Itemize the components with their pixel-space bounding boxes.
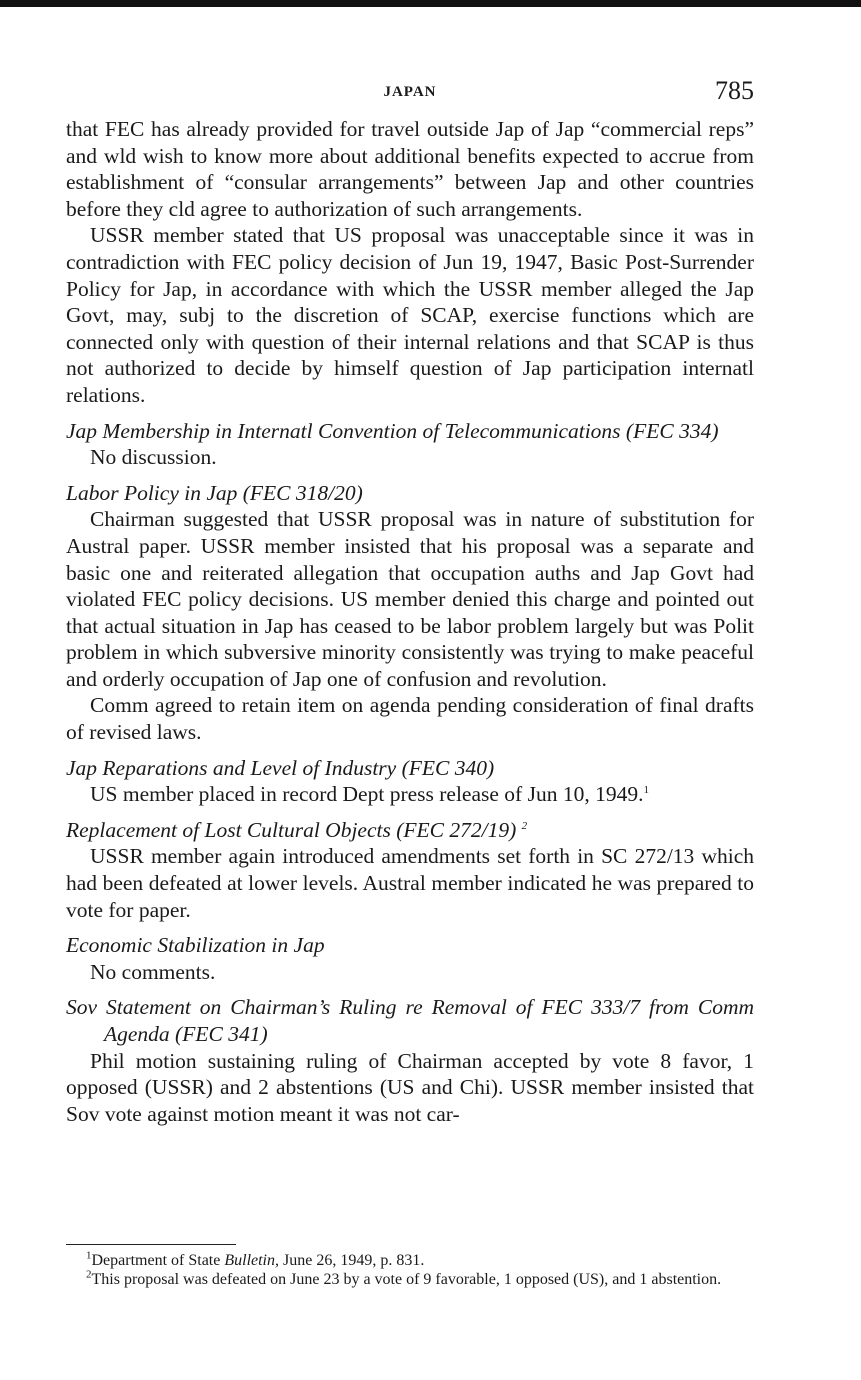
paragraph-no-comments: No comments. [90,959,216,984]
paragraph-ussr-statement: USSR member stated that US proposal was unacceptable since it was in contradiction with FEC policy decision of Jun 19, 1947, Basic Post-Surrender Policy for Jap, in accordance with which the USSR member alleged the Jap Govt, may, subj to the discretion of SCAP, exercise functions which are connected only with question of their internal relations and that SCAP is thus not authorized to decide by himself question of Jap participation internatl relations. [66,223,754,407]
body-text [66,116,754,1127]
press-release-text: US member placed in record Dept press release of Jun 10, 1949. [90,782,644,807]
heading-telecommunications: Jap Membership in Internatl Convention of Telecommunications (FEC 334) [66,418,719,443]
footnote-ref-1: 1 [643,784,649,797]
paragraph-no-discussion: No discussion. [90,445,217,470]
footnote-ref-2: 2 [521,819,528,832]
paragraph-continued: that FEC has already provided for travel outside Jap of Jap “commercial reps” and wld wish to know more about additional benefits expected to accrue from establishment of “consular arrangements” between Jap and other countries before they cld agree to authorization of such arrangements. [66,117,754,221]
footnote-rule [66,1244,236,1245]
heading-cultural-objects [66,817,754,844]
footnote-2: $^2$This proposal was defeated on June 23 by a vote of 9 favorable, 1 opposed (US), and 1 abstention. [86,1268,722,1288]
footnote-1: $^1$Department of State Bulletin, June 26, 1949, p. 831. [86,1249,425,1269]
paragraph-press-release [66,781,754,808]
heading-labor-policy: Labor Policy in Jap (FEC 318/20) [66,480,363,505]
cultural-objects-title: Replacement of Lost Cultural Objects (FEC 272/19) [66,817,517,842]
footnotes [66,1244,754,1289]
paragraph-labor-policy: Chairman suggested that USSR proposal was in nature of substitution for Austral paper. USSR member insisted that his proposal was a separate and basic one and reiterated allegation that occupation auths and Jap Govt had violated FEC policy decisions. US member denied this charge and pointed out that actual situation in Jap has ceased to be labor problem largely but was Polit problem in which subversive minority consistently was trying to make peaceful and orderly occupation of Jap one of confusion and revolution. [66,507,754,691]
running-header [66,76,754,116]
heading-reparations: Jap Reparations and Level of Industry (FEC 340) [66,755,495,780]
running-title: JAPAN [383,84,437,100]
paragraph-agenda: Comm agreed to retain item on agenda pending consideration of final drafts of revised laws. [66,693,754,745]
document-page [66,76,754,1127]
page-number: 785 [715,76,754,105]
paragraph-phil-motion: Phil motion sustaining ruling of Chairman accepted by vote 8 favor, 1 opposed (USSR) and 2 abstentions (US and Chi). USSR member insisted that Sov vote against motion meant it was not car- [66,1048,754,1126]
paragraph-amendments: USSR member again introduced amendments set forth in SC 272/13 which had been defeated at lower levels. Austral member indicated he was prepared to vote for paper. [66,844,754,922]
top-edge-bar [0,0,861,7]
heading-economic-stabilization: Economic Stabilization in Jap [66,933,325,958]
heading-sov-statement: Sov Statement on Chairman’s Ruling re Removal of FEC 333/7 from Comm Agenda (FEC 341) [66,995,754,1046]
